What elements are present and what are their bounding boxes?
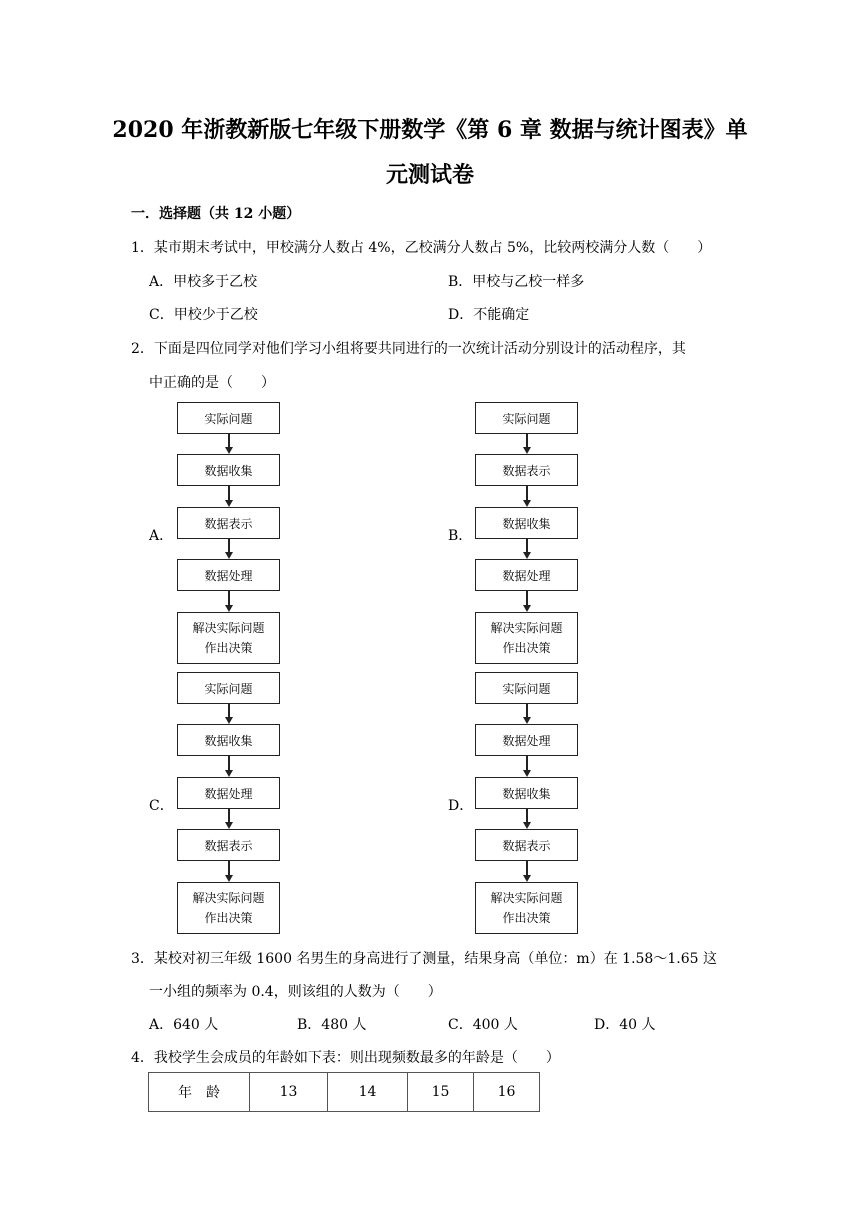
flowchart-d-arrow-4 [526, 861, 528, 875]
flowchart-d-label: D． [448, 798, 474, 814]
question-4-text: 4．我校学生会成员的年龄如下表：则出现频数最多的年龄是（ ） [131, 1050, 560, 1066]
question-1-option-b: B．甲校与乙校一样多 [448, 274, 585, 290]
question-2-text-line-2: 中正确的是（ ） [149, 375, 275, 391]
table-cell: 15 [408, 1073, 474, 1112]
flowchart-c-step-3: 数据处理 [177, 777, 280, 809]
flowchart-a-arrowhead-1 [225, 447, 233, 454]
flowchart-a-arrowhead-3 [225, 552, 233, 559]
flowchart-b-final-step [475, 612, 578, 664]
flowchart-b-step-3: 数据收集 [475, 507, 578, 539]
question-1-option-d: D．不能确定 [448, 307, 530, 323]
flowchart-b-step-2: 数据表示 [475, 454, 578, 486]
table-cell: 16 [474, 1073, 540, 1112]
flowchart-d-arrow-3 [526, 809, 528, 822]
flowchart-b-arrow-1 [526, 434, 528, 447]
flowchart-b-arrowhead-2 [523, 500, 531, 507]
flowchart-d-final-step [475, 882, 578, 934]
age-table [148, 1072, 540, 1112]
flowchart-c-arrow-3 [228, 809, 230, 822]
table-row [149, 1073, 540, 1112]
flowchart-a-step-1: 实际问题 [177, 402, 280, 434]
flowchart-d-arrowhead-1 [523, 717, 531, 724]
flowchart-d-arrow-1 [526, 704, 528, 717]
flowchart-b-arrowhead-3 [523, 552, 531, 559]
question-1-text: 1．某市期末考试中，甲校满分人数占 4%，乙校满分人数占 5%，比较两校满分人数（ ） [131, 240, 712, 256]
table-cell: 13 [250, 1073, 328, 1112]
table-cell: 14 [328, 1073, 408, 1112]
flowchart-d-step-3: 数据收集 [475, 777, 578, 809]
question-3-option-d: D．40 人 [594, 1017, 656, 1033]
flowchart-a-label: A． [149, 528, 174, 544]
flowchart-c-final-line-1: 解决实际问题 [192, 891, 265, 905]
flowchart-d-final-line-2: 作出决策 [502, 911, 551, 925]
flowchart-b-final-line-2: 作出决策 [502, 641, 551, 655]
question-1-option-c: C．甲校少于乙校 [149, 307, 258, 323]
flowchart-a-arrow-4 [228, 591, 230, 605]
flowchart-b-label: B． [448, 528, 473, 544]
flowchart-c-final-line-2: 作出决策 [204, 911, 253, 925]
flowchart-c-label: C． [149, 798, 174, 814]
question-3-option-c: C．400 人 [448, 1017, 518, 1033]
flowchart-c-step-1: 实际问题 [177, 672, 280, 704]
flowchart-a-step-2: 数据收集 [177, 454, 280, 486]
flowchart-b-arrowhead-1 [523, 447, 531, 454]
question-3-text-line-1: 3．某校对初三年级 1600 名男生的身高进行了测量，结果身高（单位：m）在 1.58～1.65 这 [131, 951, 717, 967]
flowchart-d-step-2: 数据处理 [475, 724, 578, 756]
flowchart-b-step-1: 实际问题 [475, 402, 578, 434]
flowchart-b-final-line-1: 解决实际问题 [490, 621, 563, 635]
flowchart-a-arrowhead-4 [225, 605, 233, 612]
flowchart-c-final-step [177, 882, 280, 934]
flowchart-d-final-line-1: 解决实际问题 [490, 891, 563, 905]
table-header-cell: 年 龄 [149, 1073, 250, 1112]
flowchart-a-step-3: 数据表示 [177, 507, 280, 539]
flowchart-b-arrow-3 [526, 539, 528, 552]
flowchart-c-step-4: 数据表示 [177, 829, 280, 861]
document-title-line-1: 2020 年浙教新版七年级下册数学《第 6 章 数据与统计图表》单 [112, 117, 748, 143]
flowchart-a-arrow-1 [228, 434, 230, 447]
question-1-option-a: A．甲校多于乙校 [149, 274, 258, 290]
flowchart-a-step-4: 数据处理 [177, 559, 280, 591]
flowchart-a-final-line-2: 作出决策 [204, 641, 253, 655]
flowchart-d-step-4: 数据表示 [475, 829, 578, 861]
flowchart-b-step-4: 数据处理 [475, 559, 578, 591]
flowchart-b-arrow-4 [526, 591, 528, 605]
flowchart-d-arrow-2 [526, 756, 528, 770]
flowchart-a-arrow-2 [228, 486, 230, 500]
flowchart-c-arrowhead-4 [225, 875, 233, 882]
flowchart-b-arrow-2 [526, 486, 528, 500]
flowchart-c-arrowhead-1 [225, 717, 233, 724]
flowchart-d-arrowhead-3 [523, 822, 531, 829]
document-title-line-2: 元测试卷 [385, 162, 474, 188]
flowchart-b-arrowhead-4 [523, 605, 531, 612]
flowchart-c-arrow-4 [228, 861, 230, 875]
flowchart-a-final-step [177, 612, 280, 664]
question-3-option-a: A．640 人 [149, 1017, 219, 1033]
flowchart-a-final-line-1: 解决实际问题 [192, 621, 265, 635]
section-heading: 一．选择题（共 12 小题） [131, 206, 301, 222]
flowchart-c-step-2: 数据收集 [177, 724, 280, 756]
flowchart-c-arrowhead-3 [225, 822, 233, 829]
flowchart-a-arrowhead-2 [225, 500, 233, 507]
question-3-option-b: B．480 人 [297, 1017, 367, 1033]
question-2-text-line-1: 2．下面是四位同学对他们学习小组将要共同进行的一次统计活动分别设计的活动程序，其 [131, 341, 686, 357]
flowchart-d-arrowhead-4 [523, 875, 531, 882]
flowchart-d-step-1: 实际问题 [475, 672, 578, 704]
flowchart-a-arrow-3 [228, 539, 230, 552]
flowchart-c-arrow-1 [228, 704, 230, 717]
flowchart-c-arrow-2 [228, 756, 230, 770]
flowchart-c-arrowhead-2 [225, 770, 233, 777]
flowchart-d-arrowhead-2 [523, 770, 531, 777]
question-3-text-line-2: 一小组的频率为 0.4，则该组的人数为（ ） [149, 984, 442, 1000]
